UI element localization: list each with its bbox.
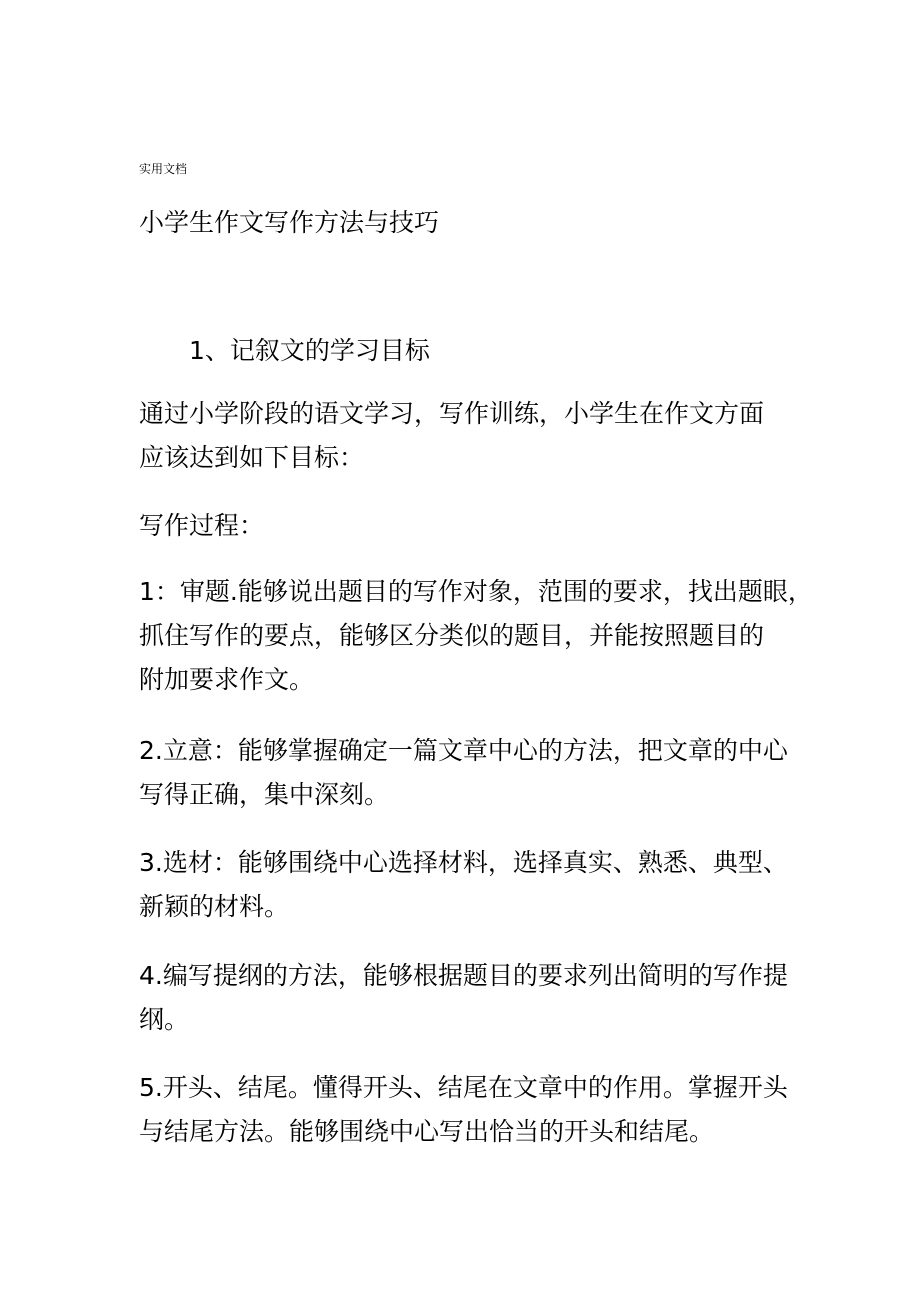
paragraph-line: 写作过程：: [139, 511, 265, 540]
paragraph-item-2: [139, 729, 788, 817]
paragraph-item-4: [139, 954, 788, 1042]
paragraph-line: 新颖的材料。: [139, 892, 290, 921]
paragraph-line: 写得正确，集中深刻。: [139, 780, 390, 809]
paragraph-line: 5.开头、结尾。懂得开头、结尾在文章中的作用。掌握开头: [139, 1073, 788, 1102]
paragraph-item-5: [139, 1066, 788, 1154]
paragraph-line: 3.选材：能够围绕中心选择材料，选择真实、熟悉、典型、: [139, 848, 788, 877]
paragraph-line: 1：审题.能够说出题目的写作对象，范围的要求，找出题眼，: [139, 577, 813, 606]
paragraph-item-1: [139, 570, 813, 702]
paragraph-line: 与结尾方法。能够围绕中心写出恰当的开头和结尾。: [139, 1117, 715, 1146]
paragraph-line: 4.编写提纲的方法，能够根据题目的要求列出简明的写作提: [139, 961, 788, 990]
paragraph-line: 通过小学阶段的语文学习，写作训练，小学生在作文方面: [139, 399, 765, 428]
document-title: 小学生作文写作方法与技巧: [139, 208, 440, 237]
paragraph-intro: [139, 392, 764, 480]
header-label: 实用文档: [139, 162, 188, 176]
paragraph-line: 纲。: [139, 1005, 190, 1034]
paragraph-item-3: [139, 841, 788, 929]
paragraph-line: 抓住写作的要点，能够区分类似的题目，并能按照题目的: [139, 621, 765, 650]
paragraph-line: 附加要求作文。: [139, 665, 315, 694]
section-heading: 1、记叙文的学习目标: [189, 336, 430, 365]
paragraph-process-heading: [139, 504, 264, 548]
paragraph-line: 应该达到如下目标：: [139, 443, 365, 472]
paragraph-line: 2.立意：能够掌握确定一篇文章中心的方法，把文章的中心: [139, 736, 788, 765]
